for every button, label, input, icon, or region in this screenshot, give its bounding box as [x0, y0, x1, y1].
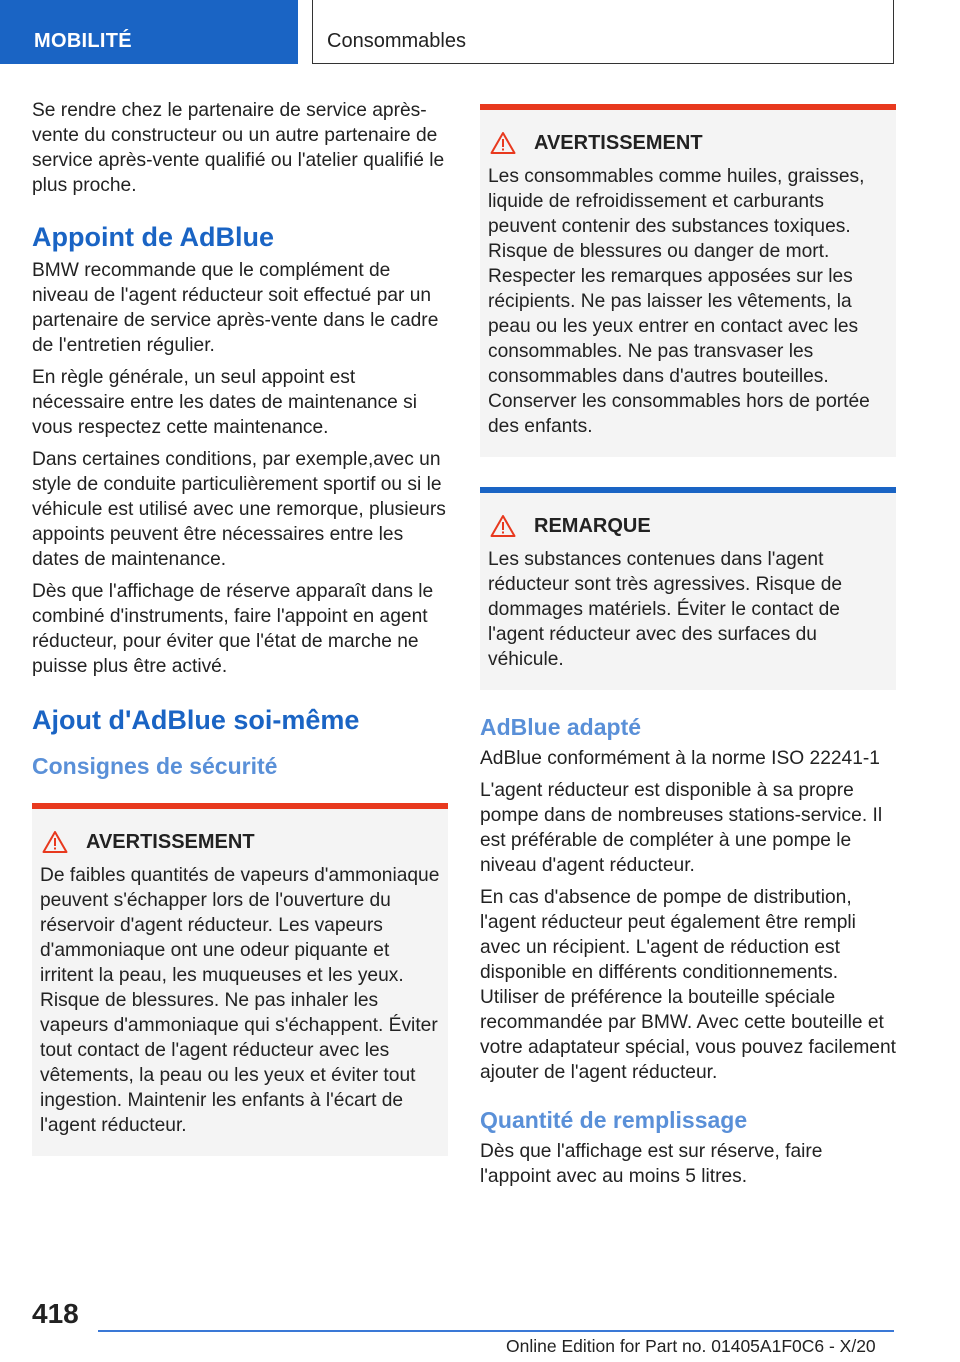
- warning-triangle-icon: [490, 514, 516, 538]
- warning-triangle-icon: [42, 830, 68, 854]
- paragraph: En règle générale, un seul appoint est nécessaire entre les dates de maintenance si vous respectez cette maintenance.: [32, 367, 418, 438]
- paragraph: Dès que l'affichage est sur réserve, faire l'appoint avec au moins 5 litres.: [480, 1141, 823, 1187]
- intro-paragraph: Se rendre chez le partenaire de service après-vente du constructeur ou un autre partenaire de service après-vente qualifié ou l'atelier qualifié le plus proche.: [32, 100, 445, 196]
- paragraph: Dès que l'affichage de réserve apparaît dans le combiné d'instruments, faire l'appoint en agent réducteur, pour éviter que l'état de marche ne puisse plus être activé.: [32, 581, 434, 677]
- warning-triangle-icon: [490, 131, 516, 155]
- note-box: [480, 487, 896, 690]
- footer-rule: [98, 1330, 894, 1332]
- paragraph: AdBlue conformément à la norme ISO 22241-1: [480, 748, 880, 769]
- footer-edition: Online Edition for Part no. 01405A1F0C6 - X/20: [506, 1336, 876, 1356]
- warning-title-text: AVERTISSEMENT: [534, 132, 703, 154]
- warning-title: [40, 829, 440, 855]
- warning-text: De faibles quantités de vapeurs d'ammoniaque peuvent s'échapper lors de l'ouverture du réservoir d'agent réducteur. Les vapeurs d'ammoniaque ont une odeur piquante et irritent la peau, les muqueuses et les yeux. Risque de blessures. Ne pas inhaler les vapeurs d'ammoniaque qui s'échappent. Éviter tout contact de l'agent réducteur avec les vêtements, la peau ou les yeux et éviter tout ingestion. Maintenir les enfants à l'écart de l'agent réducteur.: [40, 865, 440, 1136]
- heading-consignes: Consignes de sécurité: [32, 753, 278, 779]
- left-column: [32, 98, 448, 1156]
- note-title-text: REMARQUE: [534, 515, 651, 537]
- section-tab: MOBILITÉ: [0, 0, 298, 64]
- warning-title: [488, 130, 888, 156]
- warning-box: [480, 104, 896, 457]
- warning-text: Les consommables comme huiles, graisses, liquide de refroidissement et carburants peuvent contenir des substances toxiques. Risque de blessures ou danger de mort. Respecter les remarques apposées sur les récipients. Ne pas laisser les vêtements, la peau ou les yeux entrer en contact avec les consommables. Ne pas transvaser les consommables dans d'autres bouteilles. Conserver les consommables hors de portée des enfants.: [488, 166, 870, 437]
- heading-appoint: Appoint de AdBlue: [32, 222, 274, 252]
- paragraph: En cas d'absence de pompe de distribution, l'agent réducteur peut également être rempli avec un récipient. L'agent de réduction est disponible en différents conditionnements. Utiliser de préférence la bouteille spéciale recommandée par BMW. Avec cette bouteille et votre adaptateur spécial, vous pouvez facilement ajouter de l'agent réducteur.: [480, 887, 896, 1083]
- right-column: [480, 104, 896, 1196]
- paragraph: BMW recommande que le complément de niveau de l'agent réducteur soit effectué par un partenaire de service après-vente dans le cadre de l'entretien régulier.: [32, 260, 439, 356]
- paragraph: Dans certaines conditions, par exemple,avec un style de conduite particulièrement sportif ou si le véhicule est utilisé avec une remorque, plusieurs appoints peuvent être nécessaires entre les dates de maintenance.: [32, 449, 446, 570]
- chapter-title: Consommables: [312, 0, 894, 64]
- note-title: [488, 513, 888, 539]
- note-text: Les substances contenues dans l'agent réducteur sont très agressives. Risque de dommages matériels. Éviter le contact de l'agent réducteur avec des surfaces du véhicule.: [488, 549, 843, 670]
- warning-box: [32, 803, 448, 1156]
- warning-title-text: AVERTISSEMENT: [86, 831, 255, 853]
- heading-adapte: AdBlue adapté: [480, 714, 642, 740]
- paragraph: L'agent réducteur est disponible à sa propre pompe dans de nombreuses stations-service. Il est préférable de compléter à une pompe le niveau d'agent réducteur.: [480, 780, 883, 876]
- heading-quantite: Quantité de remplissage: [480, 1107, 748, 1133]
- heading-ajout: Ajout d'AdBlue soi-même: [32, 705, 360, 735]
- page-number: 418: [32, 1298, 79, 1329]
